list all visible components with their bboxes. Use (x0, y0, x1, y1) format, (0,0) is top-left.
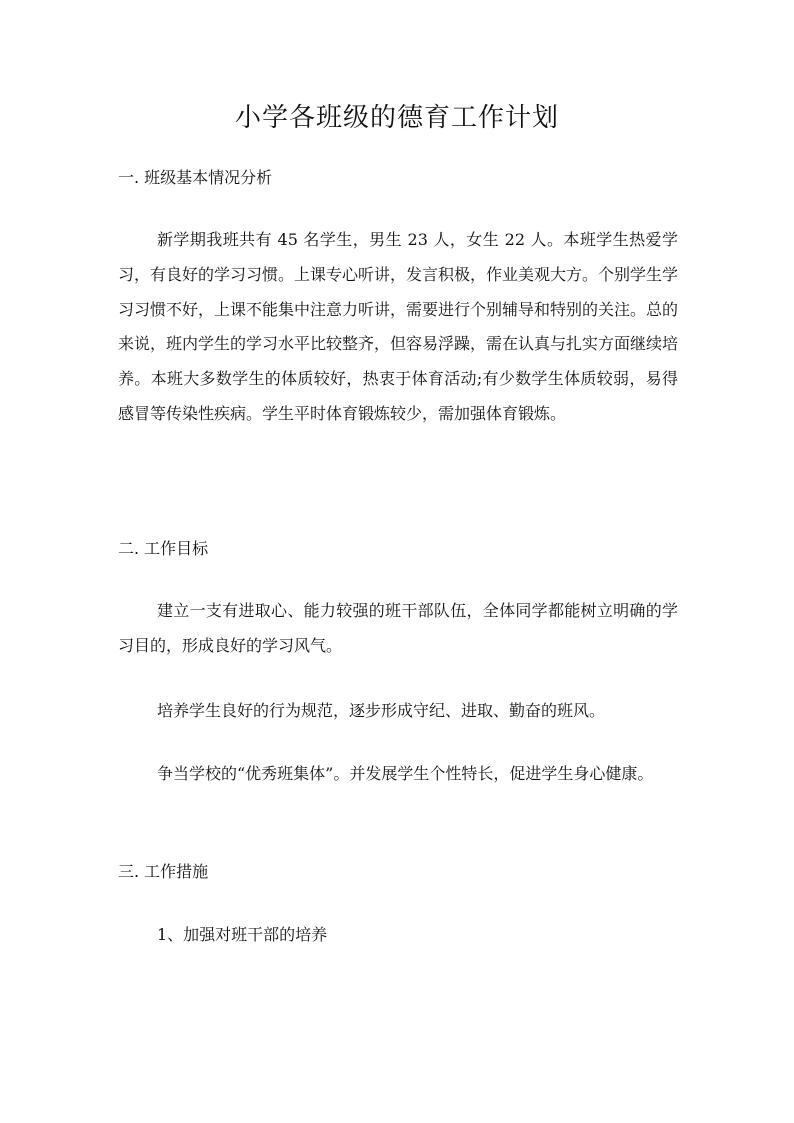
document-title: 小学各班级的德育工作计划 (234, 103, 559, 133)
measure-item-1: 1、加强对班干部的培养 (157, 925, 328, 944)
goal-paragraph-1: 建立一支有进取心、能力较强的班干部队伍，全体同学都能树立明确的学习目的，形成良好的学习风气。 (118, 601, 678, 655)
section-heading-2: 二. 工作目标 (118, 539, 209, 558)
section-1-paragraph: 新学期我班共有 45 名学生，男生 23 人，女生 22 人。本班学生热爱学习，有良好的学习习惯。上课专心听讲，发言积极，作业美观大方。个别学生学习习惯不好，上课不能集中注意力听讲，需要进行个别辅导和特别的关注。总的来说，班内学生的学习水平比较整齐，但容易浮躁，需在认真与扎实方面继续培养。本班大多数学生的体质较好，热衷于体育活动;有少数学生体质较弱，易得感冒等传染性疾病。学生平时体育锻炼较少，需加强体育锻炼。 (118, 230, 679, 423)
goal-paragraph-3: 争当学校的“优秀班集体”。并发展学生个性特长，促进学生身心健康。 (157, 764, 654, 783)
section-heading-3: 三. 工作措施 (118, 862, 209, 881)
goal-paragraph-2: 培养学生良好的行为规范，逐步形成守纪、进取、勤奋的班风。 (157, 701, 606, 720)
section-heading-1: 一. 班级基本情况分析 (118, 168, 273, 187)
